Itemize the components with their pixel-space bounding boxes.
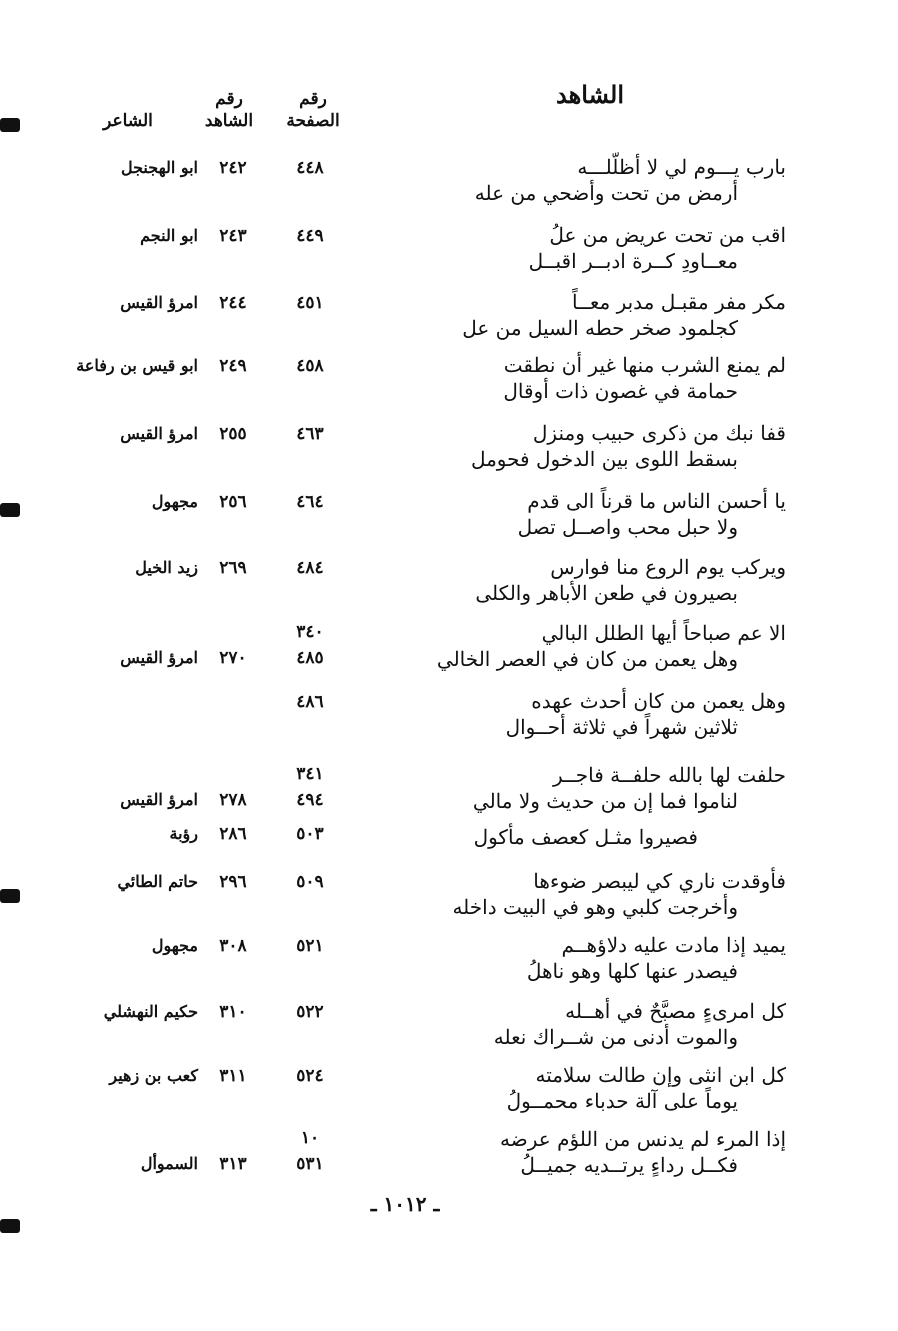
shahid-number: ٢٤٤ bbox=[219, 293, 247, 313]
poet-name: حكيم النهشلي bbox=[103, 1002, 198, 1021]
poet-name: كعب بن زهير bbox=[109, 1066, 198, 1085]
verse-second-hemistich: بسقط اللوى بين الدخول فحومل bbox=[470, 447, 738, 471]
page-number-ref: ٣٤٠ bbox=[296, 622, 324, 642]
verse-first-hemistich: ويركب يوم الروع منا فوارس bbox=[550, 555, 786, 579]
column-header-page-number bbox=[282, 88, 344, 132]
poet-name: امرؤ القيس bbox=[120, 648, 198, 667]
shahid-number: ٢٨٦ bbox=[219, 824, 247, 844]
verse-second-hemistich: وهل يعمن من كان في العصر الخالي bbox=[436, 647, 738, 671]
verse-first-hemistich: يميد إذا مادت عليه دلاؤهــم bbox=[561, 933, 786, 957]
shahid-number: ٢٥٥ bbox=[219, 424, 247, 444]
shahid-number: ٢٤٢ bbox=[219, 158, 247, 178]
page-number-ref: ٤٨٦ bbox=[296, 692, 324, 712]
verse-first-hemistich: فصيروا مثـل كعصف مأكول bbox=[473, 825, 698, 849]
header-label-top: رقم bbox=[215, 89, 243, 109]
scan-edge-mark bbox=[0, 503, 20, 517]
page-number-ref: ٤٨٥ bbox=[296, 648, 324, 668]
verse-first-hemistich: يا أحسن الناس ما قرناً الى قدم bbox=[527, 489, 786, 513]
shahid-number: ٣٠٨ bbox=[219, 936, 247, 956]
header-label-bottom: الشاهد bbox=[204, 111, 254, 131]
verse-second-hemistich: ثلاثين شهراً في ثلاثة أحــوال bbox=[505, 715, 738, 739]
poet-name: امرؤ القيس bbox=[120, 424, 198, 443]
verse-first-hemistich: مكر مفر مقبـل مدبر معــاً bbox=[572, 290, 786, 314]
column-header-shahid-number bbox=[198, 88, 260, 132]
poet-name: حاتم الطائي bbox=[117, 872, 198, 891]
verse-second-hemistich: حمامة في غصون ذات أوقال bbox=[503, 379, 738, 403]
verse-first-hemistich: لم يمنع الشرب منها غير أن نطقت bbox=[503, 353, 786, 377]
page-number-ref: ٤٥٨ bbox=[296, 356, 324, 376]
verse-first-hemistich: اقب من تحت عريض من علُ bbox=[549, 223, 786, 247]
verse-first-hemistich: فأوقدت ناري كي ليبصر ضوءها bbox=[533, 869, 786, 893]
verse-second-hemistich: معــاودِ كــرة ادبــر اقبــل bbox=[528, 249, 738, 273]
header-label-bottom: الصفحة bbox=[286, 111, 340, 131]
page-number-ref: ١٠ bbox=[300, 1128, 320, 1148]
shahid-number: ٣١٠ bbox=[219, 1002, 247, 1022]
verse-second-hemistich: يوماً على آلة حدباء محمــولُ bbox=[506, 1089, 738, 1113]
page-number-ref: ٤٤٨ bbox=[296, 158, 324, 178]
verse-first-hemistich: الا عم صباحاً أيها الطلل البالي bbox=[541, 621, 786, 645]
verse-first-hemistich: كل ابن انثى وإن طالت سلامته bbox=[535, 1063, 786, 1087]
shahid-number: ٣١٣ bbox=[219, 1154, 247, 1174]
page-number-ref: ٤٩٤ bbox=[296, 790, 324, 810]
verse-second-hemistich: كجلمود صخر حطه السيل من عل bbox=[462, 316, 738, 340]
page-number-ref: ٥٢١ bbox=[296, 936, 324, 956]
shahid-number: ٢٧٠ bbox=[219, 648, 247, 668]
verse-first-hemistich: وهل يعمن من كان أحدث عهده bbox=[531, 689, 786, 713]
poet-name: رؤبة bbox=[169, 824, 198, 843]
poet-name: زيد الخيل bbox=[135, 558, 198, 577]
verse-first-hemistich: قفا نبك من ذكرى حبيب ومنزل bbox=[532, 421, 786, 445]
shahid-number: ٢٤٣ bbox=[219, 226, 247, 246]
page-number-ref: ٤٦٣ bbox=[296, 424, 324, 444]
shahid-number: ٢٩٦ bbox=[219, 872, 247, 892]
poet-name: السموأل bbox=[140, 1154, 198, 1173]
page-number-ref: ٥٢٢ bbox=[296, 1002, 324, 1022]
verse-second-hemistich: لناموا فما إن من حديث ولا مالي bbox=[472, 789, 738, 813]
verse-second-hemistich: أرمض من تحت وأضحي من عله bbox=[474, 181, 738, 205]
shahid-number: ٣١١ bbox=[219, 1066, 247, 1086]
header-label-top: رقم bbox=[299, 89, 327, 109]
verse-second-hemistich: فيصدر عنها كلها وهو ناهلُ bbox=[526, 959, 738, 983]
verse-first-hemistich: بارب يـــوم لي لا أظلّلـــه bbox=[577, 155, 786, 179]
page-number-ref: ٥٠٩ bbox=[296, 872, 324, 892]
page-number-ref: ٥٠٣ bbox=[296, 824, 324, 844]
poet-name: امرؤ القيس bbox=[120, 293, 198, 312]
verse-second-hemistich: وأخرجت كلبي وهو في البيت داخله bbox=[452, 895, 738, 919]
page-number-ref: ٣٤١ bbox=[296, 764, 324, 784]
column-header-shahid-text: الشاهد bbox=[556, 80, 624, 109]
verse-second-hemistich: والموت أدنى من شــراك نعله bbox=[493, 1025, 738, 1049]
page-number-ref: ٥٣١ bbox=[296, 1154, 324, 1174]
page-number-ref: ٤٦٤ bbox=[296, 492, 324, 512]
poet-name: ابو الهجنجل bbox=[120, 158, 198, 177]
shahid-number: ٢٦٩ bbox=[219, 558, 247, 578]
shahid-number: ٢٥٦ bbox=[219, 492, 247, 512]
verse-second-hemistich: بصيرون في طعن الأباهر والكلى bbox=[475, 581, 738, 605]
verse-second-hemistich: ولا حبل محب واصــل تصل bbox=[517, 515, 738, 539]
verse-first-hemistich: حلفت لها بالله حلفــة فاجــر bbox=[553, 763, 786, 787]
scan-edge-mark bbox=[0, 889, 20, 903]
poet-name: امرؤ القيس bbox=[120, 790, 198, 809]
verse-first-hemistich: كل امرىءٍ مصبَّحٌ في أهــله bbox=[565, 999, 786, 1023]
scan-edge-mark bbox=[0, 1219, 20, 1233]
shahid-number: ٢٧٨ bbox=[219, 790, 247, 810]
poet-name: ابو قيس بن رفاعة bbox=[76, 356, 198, 375]
page-number-ref: ٤٤٩ bbox=[296, 226, 324, 246]
shahid-number: ٢٤٩ bbox=[219, 356, 247, 376]
verse-first-hemistich: إذا المرء لم يدنس من اللؤم عرضه bbox=[500, 1127, 786, 1151]
poet-name: مجهول bbox=[151, 936, 198, 955]
scan-edge-mark bbox=[0, 118, 20, 132]
poet-name: مجهول bbox=[151, 492, 198, 511]
page-number-ref: ٤٨٤ bbox=[296, 558, 324, 578]
column-header-poet: الشاعر bbox=[103, 111, 153, 131]
page-number-ref: ٤٥١ bbox=[296, 293, 324, 313]
page-number-ref: ٥٢٤ bbox=[296, 1066, 324, 1086]
page-number: ـ ١٠١٢ ـ bbox=[370, 1192, 440, 1216]
verse-second-hemistich: فكــل رداءٍ يرتــديه جميــلُ bbox=[520, 1153, 738, 1177]
poet-name: ابو النجم bbox=[140, 226, 198, 245]
